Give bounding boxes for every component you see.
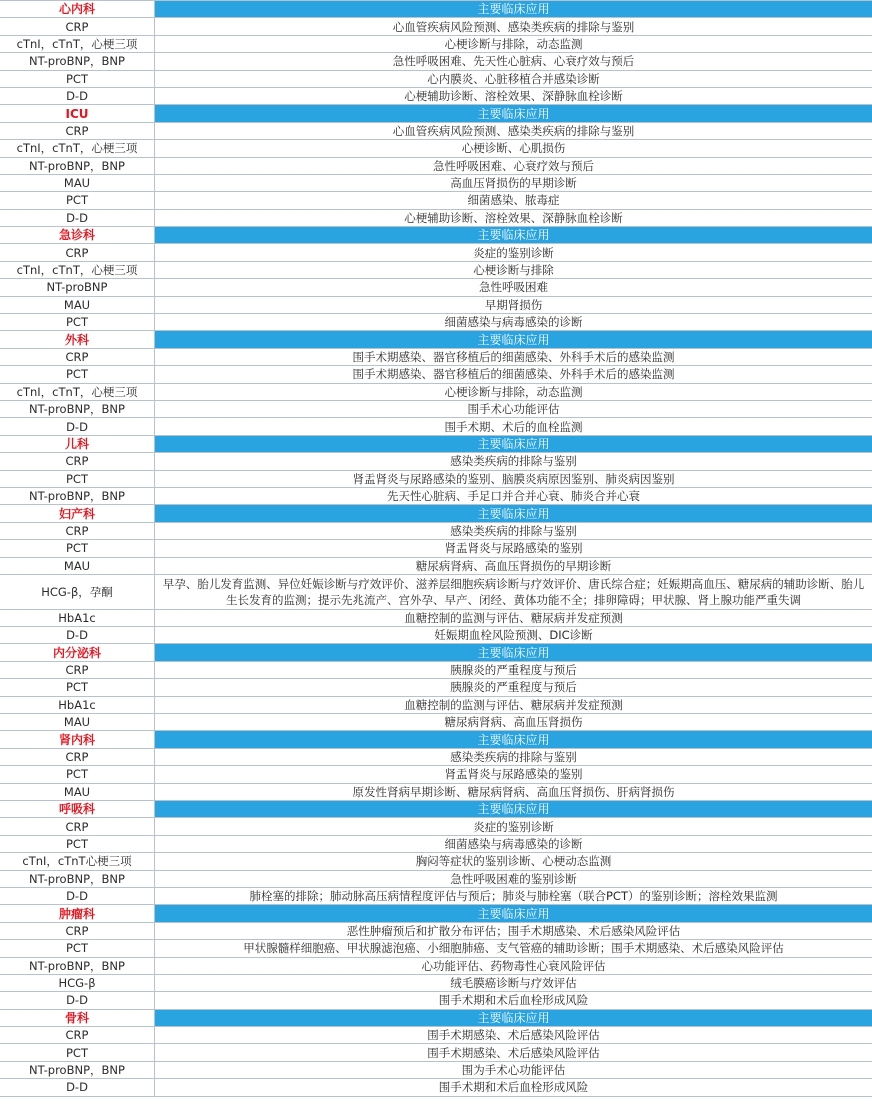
clinical-use: 感染类疾病的排除与鉴别 xyxy=(450,750,577,764)
table-row xyxy=(0,627,872,644)
test-item: CRP xyxy=(0,662,155,678)
clinical-use: 围手术期、术后的血栓监测 xyxy=(444,419,583,434)
column-header: 主要临床应用 xyxy=(155,731,872,747)
table-row xyxy=(0,540,872,557)
table-row xyxy=(0,123,872,140)
table-row xyxy=(0,1079,872,1096)
column-header: 主要临床应用 xyxy=(155,905,872,921)
table-row xyxy=(0,471,872,488)
test-item: cTnI，cTnT，心梗三项 xyxy=(0,140,155,156)
section-header-row xyxy=(0,436,872,453)
test-item: MAU xyxy=(0,558,155,574)
test-item: MAU xyxy=(0,297,155,313)
column-header: 主要临床应用 xyxy=(155,105,872,121)
section-header-row xyxy=(0,731,872,748)
table-row xyxy=(0,488,872,505)
table-row xyxy=(0,940,872,957)
clinical-use: 先天性心脏病、手足口并合并心衰、肺炎合并心衰 xyxy=(387,489,640,504)
test-item: NT-proBNP，BNP xyxy=(0,488,155,504)
clinical-use: 心内膜炎、心脏移植合并感染诊断 xyxy=(427,71,600,86)
clinical-use: 胸闷等症状的鉴别诊断、心梗动态监测 xyxy=(415,854,612,869)
test-item: D-D xyxy=(0,1079,155,1095)
test-item: PCT xyxy=(0,940,155,956)
clinical-use: 炎症的鉴别诊断 xyxy=(473,245,554,260)
clinical-use: 糖尿病肾病、高血压肾损伤的早期诊断 xyxy=(415,558,612,573)
column-header: 主要临床应用 xyxy=(155,227,872,243)
test-item: CRP xyxy=(0,453,155,469)
clinical-use: 细菌感染、脓毒症 xyxy=(467,193,560,208)
clinical-use: 围手术期感染、器官移植后的细菌感染、外科手术后的感染监测 xyxy=(352,367,675,382)
clinical-use: 心血管疾病风险预测、感染类疾病的排除与鉴别 xyxy=(392,19,635,34)
table-row xyxy=(0,158,872,175)
table-row xyxy=(0,662,872,679)
test-item: NT-proBNP，BNP xyxy=(0,401,155,417)
department-title: 肾内科 xyxy=(0,731,155,747)
clinical-use: 胰腺炎的严重程度与预后 xyxy=(450,680,577,695)
table-row xyxy=(0,923,872,940)
clinical-use: 甲状腺髓样细胞癌、甲状腺滤泡癌、小细胞肺癌、支气管癌的辅助诊断；围手术期感染、术后感染风险评估 xyxy=(243,941,784,956)
test-item: NT-proBNP，BNP xyxy=(0,1062,155,1078)
clinical-use: 心梗诊断、心肌损伤 xyxy=(461,141,566,156)
test-item: PCT xyxy=(0,471,155,487)
test-item: cTnI，cTnT，心梗三项 xyxy=(0,36,155,52)
table-row xyxy=(0,262,872,279)
clinical-use: 急性呼吸困难、心衰疗效与预后 xyxy=(433,158,594,173)
test-item: CRP xyxy=(0,1027,155,1043)
department-title: 呼吸科 xyxy=(0,801,155,817)
table-row xyxy=(0,210,872,227)
test-item: HbA1c xyxy=(0,610,155,626)
test-item: D-D xyxy=(0,627,155,643)
table-row xyxy=(0,1027,872,1044)
table-row xyxy=(0,714,872,731)
section-header-row xyxy=(0,227,872,244)
table-row xyxy=(0,1044,872,1061)
clinical-use: 心梗诊断与排除，动态监测 xyxy=(444,384,583,399)
test-item: D-D xyxy=(0,418,155,434)
column-header: 主要临床应用 xyxy=(155,644,872,660)
test-item: PCT xyxy=(0,540,155,556)
clinical-use: 围手术期感染、术后感染风险评估 xyxy=(427,1045,600,1060)
table-row xyxy=(0,175,872,192)
test-item: cTnI，cTnT，心梗三项 xyxy=(0,262,155,278)
test-item: CRP xyxy=(0,749,155,765)
clinical-use: 围手术心功能评估 xyxy=(467,402,560,417)
department-title: 心内科 xyxy=(0,1,155,17)
table-row xyxy=(0,366,872,383)
table-row xyxy=(0,401,872,418)
table-row xyxy=(0,853,872,870)
department-title: 妇产科 xyxy=(0,505,155,521)
test-item: D-D xyxy=(0,888,155,904)
test-item: D-D xyxy=(0,992,155,1008)
table-row xyxy=(0,523,872,540)
department-title: 儿科 xyxy=(0,436,155,452)
clinical-use: 胰腺炎的严重程度与预后 xyxy=(450,663,577,678)
test-item: PCT xyxy=(0,314,155,330)
table-row xyxy=(0,418,872,435)
column-header: 主要临床应用 xyxy=(155,331,872,347)
clinical-use: 早孕、胎儿发育监测、异位妊娠诊断与疗效评价、滋养层细胞疾病诊断与疗效评价、唐氏综合症；妊娠期高血压、糖尿病的辅助诊断、胎儿生长发育的监测；提示先兆流产、宫外孕、早产、闭经、黄体功能不全；排卵障碍；甲状腺、肾上腺功能严重失调 xyxy=(162,576,865,607)
department-title: 骨科 xyxy=(0,1010,155,1026)
column-header: 主要临床应用 xyxy=(155,801,872,817)
section-header-row xyxy=(0,331,872,348)
column-header: 主要临床应用 xyxy=(155,436,872,452)
section-header-row xyxy=(0,905,872,922)
clinical-use: 心梗辅助诊断、溶栓效果、深静脉血栓诊断 xyxy=(404,89,623,104)
clinical-use: 肾盂肾炎与尿路感染的鉴别 xyxy=(444,541,583,556)
clinical-use: 急性呼吸困难的鉴别诊断 xyxy=(450,871,577,886)
table-row xyxy=(0,836,872,853)
table-row xyxy=(0,749,872,766)
table-row xyxy=(0,818,872,835)
clinical-use: 心梗诊断与排除，动态监测 xyxy=(444,36,583,51)
clinical-use: 血糖控制的监测与评估、糖尿病并发症预测 xyxy=(404,697,623,712)
table-row xyxy=(0,279,872,296)
clinical-use: 心血管疾病风险预测、感染类疾病的排除与鉴别 xyxy=(392,123,635,138)
test-item: CRP xyxy=(0,123,155,139)
test-item: MAU xyxy=(0,175,155,191)
section-header-row xyxy=(0,801,872,818)
test-item: MAU xyxy=(0,714,155,730)
clinical-use: 围手术期和术后血栓形成风险 xyxy=(438,993,589,1008)
clinical-use: 肾盂肾炎与尿路感染的鉴别、脑膜炎病原因鉴别、肺炎病因鉴别 xyxy=(352,471,675,486)
department-title: 内分泌科 xyxy=(0,644,155,660)
clinical-use: 原发性肾病早期诊断、糖尿病肾病、高血压肾损伤、肝病肾损伤 xyxy=(352,784,675,799)
test-item: cTnI，cTnT心梗三项 xyxy=(0,853,155,869)
test-item: MAU xyxy=(0,784,155,800)
test-item: CRP xyxy=(0,818,155,834)
clinical-use: 肺栓塞的排除；肺动脉高压病情程度评估与预后；肺炎与肺栓塞（联合PCT）的鉴别诊断；溶栓效果监测 xyxy=(249,889,778,904)
table-row xyxy=(0,453,872,470)
clinical-use: 心梗诊断与排除 xyxy=(473,263,554,278)
test-item: PCT xyxy=(0,836,155,852)
clinical-use: 绒毛膜癌诊断与疗效评估 xyxy=(450,976,577,991)
table-row xyxy=(0,88,872,105)
clinical-use: 围手术期感染、术后感染风险评估 xyxy=(427,1028,600,1043)
column-header: 主要临床应用 xyxy=(155,505,872,521)
test-item: NT-proBNP，BNP xyxy=(0,53,155,69)
department-title: 外科 xyxy=(0,331,155,347)
table-row xyxy=(0,992,872,1009)
test-item: HCG-β xyxy=(0,975,155,991)
table-row xyxy=(0,314,872,331)
department-title: 肿瘤科 xyxy=(0,905,155,921)
table-row xyxy=(0,53,872,70)
test-item: PCT xyxy=(0,192,155,208)
department-title: ICU xyxy=(0,105,155,121)
table-row xyxy=(0,349,872,366)
column-header: 主要临床应用 xyxy=(155,1,872,17)
section-header-row xyxy=(0,105,872,122)
section-header-row xyxy=(0,505,872,522)
table-row xyxy=(0,784,872,801)
clinical-use: 炎症的鉴别诊断 xyxy=(473,819,554,834)
clinical-use: 心功能评估、药物毒性心衰风险评估 xyxy=(421,958,606,973)
clinical-use: 血糖控制的监测与评估、糖尿病并发症预测 xyxy=(404,610,623,625)
test-item: D-D xyxy=(0,88,155,104)
test-item: CRP xyxy=(0,349,155,365)
table-row xyxy=(0,1062,872,1079)
clinical-use: 急性呼吸困难、先天性心脏病、心衰疗效与预后 xyxy=(392,54,635,69)
test-item: PCT xyxy=(0,1044,155,1060)
table-row xyxy=(0,140,872,157)
test-item: PCT xyxy=(0,71,155,87)
test-item: HbA1c xyxy=(0,697,155,713)
clinical-use: 细菌感染与病毒感染的诊断 xyxy=(444,315,583,330)
test-item: CRP xyxy=(0,523,155,539)
test-item: PCT xyxy=(0,366,155,382)
clinical-use: 早期肾损伤 xyxy=(484,297,543,312)
clinical-use: 心梗辅助诊断、溶栓效果、深静脉血栓诊断 xyxy=(404,210,623,225)
test-item: NT-proBNP xyxy=(0,279,155,295)
section-header-row xyxy=(0,1,872,18)
clinical-use: 高血压肾损伤的早期诊断 xyxy=(450,176,577,191)
clinical-use: 肾盂肾炎与尿路感染的鉴别 xyxy=(444,767,583,782)
table-row xyxy=(0,610,872,627)
clinical-use: 妊娠期血栓风险预测、DIC诊断 xyxy=(434,628,593,643)
clinical-use: 感染类疾病的排除与鉴别 xyxy=(450,523,577,538)
clinical-use: 围为手术心功能评估 xyxy=(461,1063,566,1078)
test-item: NT-proBNP，BNP xyxy=(0,158,155,174)
test-item: HCG-β，孕酮 xyxy=(0,575,155,609)
table-row xyxy=(0,975,872,992)
table-row xyxy=(0,384,872,401)
test-item: NT-proBNP，BNP xyxy=(0,871,155,887)
test-item: cTnI，cTnT，心梗三项 xyxy=(0,384,155,400)
table-row xyxy=(0,244,872,261)
clinical-use: 感染类疾病的排除与鉴别 xyxy=(450,454,577,469)
table-row xyxy=(0,192,872,209)
table-row xyxy=(0,71,872,88)
table-row xyxy=(0,558,872,575)
test-item: CRP xyxy=(0,923,155,939)
table-row xyxy=(0,36,872,53)
table-row xyxy=(0,575,872,610)
column-header: 主要临床应用 xyxy=(155,1010,872,1026)
table-row xyxy=(0,766,872,783)
test-item: D-D xyxy=(0,210,155,226)
test-item: NT-proBNP，BNP xyxy=(0,958,155,974)
table-row xyxy=(0,958,872,975)
section-header-row xyxy=(0,644,872,661)
table-row xyxy=(0,297,872,314)
table-row xyxy=(0,697,872,714)
table-row xyxy=(0,871,872,888)
section-header-row xyxy=(0,1010,872,1027)
clinical-use: 糖尿病肾病、高血压肾损伤 xyxy=(444,715,583,730)
clinical-use: 急性呼吸困难 xyxy=(479,280,548,295)
test-item: PCT xyxy=(0,679,155,695)
test-item: PCT xyxy=(0,766,155,782)
clinical-use: 围手术期感染、器官移植后的细菌感染、外科手术后的感染监测 xyxy=(352,350,675,364)
clinical-use: 恶性肿瘤预后和扩散分布评估；围手术期感染、术后感染风险评估 xyxy=(346,923,681,938)
clinical-use: 围手术期和术后血栓形成风险 xyxy=(438,1080,589,1095)
table-row xyxy=(0,18,872,35)
test-item: CRP xyxy=(0,244,155,260)
table-row xyxy=(0,888,872,905)
clinical-use: 细菌感染与病毒感染的诊断 xyxy=(444,836,583,851)
table-row xyxy=(0,679,872,696)
test-item: CRP xyxy=(0,18,155,34)
department-title: 急诊科 xyxy=(0,227,155,243)
